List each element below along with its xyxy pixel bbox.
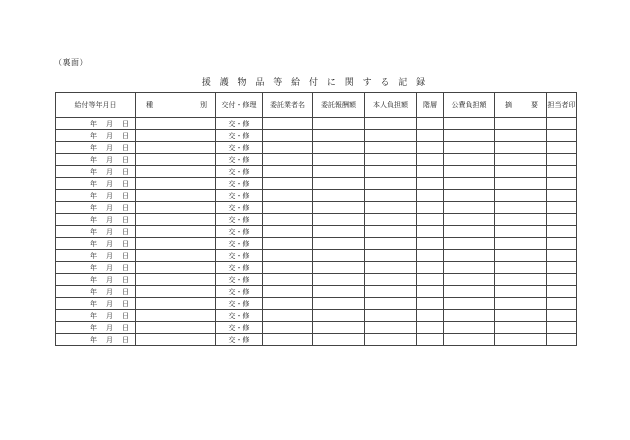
header-remarks [495, 93, 547, 118]
date-day-label: 日 [122, 299, 129, 308]
date-day-label: 日 [122, 191, 129, 200]
seal-cell[interactable] [547, 238, 577, 250]
seal-cell[interactable] [547, 178, 577, 190]
table-row [56, 118, 577, 130]
contractor-cell[interactable] [263, 262, 313, 274]
contractor-cell[interactable] [263, 154, 313, 166]
self-pay-cell[interactable] [365, 274, 417, 286]
self-pay-cell[interactable] [365, 226, 417, 238]
date-year-label: 年 [90, 323, 97, 332]
date-day-label: 日 [122, 179, 129, 188]
contractor-cell[interactable] [263, 166, 313, 178]
self-pay-cell[interactable] [365, 298, 417, 310]
contract-fee-cell[interactable] [313, 190, 365, 202]
issue-repair-cell[interactable]: 交・修 [216, 166, 263, 178]
issue-repair-cell[interactable]: 交・修 [216, 142, 263, 154]
contractor-cell[interactable] [263, 310, 313, 322]
kind-cell[interactable] [136, 178, 216, 190]
date-year-label: 年 [90, 239, 97, 248]
grade-cell[interactable] [417, 142, 444, 154]
kind-cell[interactable] [136, 142, 216, 154]
date-day-label: 日 [122, 239, 129, 248]
table-row [56, 250, 577, 262]
contract-fee-cell[interactable] [313, 142, 365, 154]
date-cell[interactable] [56, 130, 136, 142]
contract-fee-cell[interactable] [313, 214, 365, 226]
date-year-label: 年 [90, 275, 97, 284]
contractor-cell[interactable] [263, 298, 313, 310]
contract-fee-cell[interactable] [313, 298, 365, 310]
seal-cell[interactable] [547, 250, 577, 262]
kind-cell[interactable] [136, 190, 216, 202]
kind-cell[interactable] [136, 310, 216, 322]
self-pay-cell[interactable] [365, 142, 417, 154]
issue-repair-cell[interactable]: 交・修 [216, 214, 263, 226]
contractor-cell[interactable] [263, 118, 313, 130]
seal-cell[interactable] [547, 190, 577, 202]
seal-cell[interactable] [547, 310, 577, 322]
benefit-record-table [55, 92, 577, 346]
date-month-label: 月 [106, 227, 113, 236]
public-pay-cell[interactable] [444, 178, 495, 190]
issue-repair-cell[interactable]: 交・修 [216, 154, 263, 166]
date-day-label: 日 [122, 215, 129, 224]
contract-fee-cell[interactable] [313, 334, 365, 346]
self-pay-cell[interactable] [365, 130, 417, 142]
date-month-label: 月 [106, 287, 113, 296]
date-day-label: 日 [122, 335, 129, 344]
remarks-cell[interactable] [495, 214, 547, 226]
date-year-label: 年 [90, 263, 97, 272]
date-month-label: 月 [106, 335, 113, 344]
self-pay-cell[interactable] [365, 154, 417, 166]
public-pay-cell[interactable] [444, 166, 495, 178]
table-row [56, 178, 577, 190]
self-pay-cell[interactable] [365, 238, 417, 250]
table-row [56, 166, 577, 178]
table-row [56, 262, 577, 274]
date-month-label: 月 [106, 215, 113, 224]
kind-cell[interactable] [136, 154, 216, 166]
date-month-label: 月 [106, 263, 113, 272]
self-pay-cell[interactable] [365, 322, 417, 334]
table-row [56, 142, 577, 154]
public-pay-cell[interactable] [444, 154, 495, 166]
kind-cell[interactable] [136, 322, 216, 334]
contract-fee-cell[interactable] [313, 226, 365, 238]
date-cell[interactable] [56, 142, 136, 154]
date-month-label: 月 [106, 191, 113, 200]
table-row [56, 286, 577, 298]
header-contractor: 委託業者名 [263, 93, 313, 118]
seal-cell[interactable] [547, 226, 577, 238]
date-year-label: 年 [90, 299, 97, 308]
date-cell[interactable] [56, 226, 136, 238]
remarks-cell[interactable] [495, 118, 547, 130]
grade-cell[interactable] [417, 178, 444, 190]
contract-fee-cell[interactable] [313, 286, 365, 298]
remarks-cell[interactable] [495, 190, 547, 202]
grade-cell[interactable] [417, 262, 444, 274]
date-cell[interactable] [56, 310, 136, 322]
contract-fee-cell[interactable] [313, 166, 365, 178]
grade-cell[interactable] [417, 286, 444, 298]
self-pay-cell[interactable] [365, 214, 417, 226]
date-cell[interactable] [56, 262, 136, 274]
remarks-cell[interactable] [495, 286, 547, 298]
grade-cell[interactable] [417, 250, 444, 262]
seal-cell[interactable] [547, 262, 577, 274]
date-year-label: 年 [90, 179, 97, 188]
header-kind-left: 種 [146, 100, 153, 109]
table-row [56, 190, 577, 202]
header-issue-repair: 交付・修理 [216, 93, 263, 118]
issue-repair-cell[interactable]: 交・修 [216, 226, 263, 238]
date-year-label: 年 [90, 119, 97, 128]
date-month-label: 月 [106, 311, 113, 320]
date-cell[interactable] [56, 322, 136, 334]
date-cell[interactable] [56, 274, 136, 286]
self-pay-cell[interactable] [365, 190, 417, 202]
date-day-label: 日 [122, 155, 129, 164]
date-day-label: 日 [122, 167, 129, 176]
self-pay-cell[interactable] [365, 310, 417, 322]
header-self-pay: 本人負担額 [365, 93, 417, 118]
remarks-cell[interactable] [495, 238, 547, 250]
header-row [56, 93, 577, 118]
table-row [56, 154, 577, 166]
contract-fee-cell[interactable] [313, 250, 365, 262]
table-row [56, 214, 577, 226]
seal-cell[interactable] [547, 274, 577, 286]
date-cell[interactable] [56, 334, 136, 346]
header-date: 給付等年月日 [56, 93, 136, 118]
seal-cell[interactable] [547, 166, 577, 178]
table-row [56, 274, 577, 286]
seal-cell[interactable] [547, 286, 577, 298]
public-pay-cell[interactable] [444, 142, 495, 154]
self-pay-cell[interactable] [365, 334, 417, 346]
date-month-label: 月 [106, 203, 113, 212]
contract-fee-cell[interactable] [313, 118, 365, 130]
issue-repair-cell[interactable]: 交・修 [216, 250, 263, 262]
issue-repair-cell[interactable]: 交・修 [216, 322, 263, 334]
public-pay-cell[interactable] [444, 214, 495, 226]
remarks-cell[interactable] [495, 166, 547, 178]
date-year-label: 年 [90, 227, 97, 236]
date-day-label: 日 [122, 143, 129, 152]
issue-repair-cell[interactable]: 交・修 [216, 238, 263, 250]
grade-cell[interactable] [417, 202, 444, 214]
issue-repair-cell[interactable]: 交・修 [216, 118, 263, 130]
grade-cell[interactable] [417, 214, 444, 226]
kind-cell[interactable] [136, 226, 216, 238]
remarks-cell[interactable] [495, 130, 547, 142]
self-pay-cell[interactable] [365, 118, 417, 130]
date-month-label: 月 [106, 167, 113, 176]
date-day-label: 日 [122, 227, 129, 236]
date-year-label: 年 [90, 143, 97, 152]
public-pay-cell[interactable] [444, 250, 495, 262]
remarks-cell[interactable] [495, 322, 547, 334]
contract-fee-cell[interactable] [313, 178, 365, 190]
public-pay-cell[interactable] [444, 334, 495, 346]
kind-cell[interactable] [136, 286, 216, 298]
date-year-label: 年 [90, 203, 97, 212]
grade-cell[interactable] [417, 190, 444, 202]
contractor-cell[interactable] [263, 190, 313, 202]
contractor-cell[interactable] [263, 142, 313, 154]
public-pay-cell[interactable] [444, 286, 495, 298]
date-year-label: 年 [90, 311, 97, 320]
self-pay-cell[interactable] [365, 178, 417, 190]
date-day-label: 日 [122, 263, 129, 272]
public-pay-cell[interactable] [444, 118, 495, 130]
seal-cell[interactable] [547, 322, 577, 334]
remarks-cell[interactable] [495, 154, 547, 166]
grade-cell[interactable] [417, 298, 444, 310]
contract-fee-cell[interactable] [313, 322, 365, 334]
public-pay-cell[interactable] [444, 298, 495, 310]
date-cell[interactable] [56, 154, 136, 166]
remarks-cell[interactable] [495, 142, 547, 154]
date-year-label: 年 [90, 287, 97, 296]
date-day-label: 日 [122, 311, 129, 320]
date-cell[interactable] [56, 118, 136, 130]
contractor-cell[interactable] [263, 130, 313, 142]
remarks-cell[interactable] [495, 310, 547, 322]
date-year-label: 年 [90, 155, 97, 164]
date-year-label: 年 [90, 191, 97, 200]
date-day-label: 日 [122, 203, 129, 212]
contractor-cell[interactable] [263, 238, 313, 250]
date-day-label: 日 [122, 323, 129, 332]
remarks-cell[interactable] [495, 226, 547, 238]
grade-cell[interactable] [417, 130, 444, 142]
table-row [56, 322, 577, 334]
date-month-label: 月 [106, 299, 113, 308]
self-pay-cell[interactable] [365, 250, 417, 262]
kind-cell[interactable] [136, 298, 216, 310]
grade-cell[interactable] [417, 274, 444, 286]
kind-cell[interactable] [136, 334, 216, 346]
kind-cell[interactable] [136, 202, 216, 214]
date-cell[interactable] [56, 166, 136, 178]
record-body [56, 118, 577, 346]
kind-cell[interactable] [136, 214, 216, 226]
issue-repair-cell[interactable]: 交・修 [216, 130, 263, 142]
kind-cell[interactable] [136, 274, 216, 286]
date-year-label: 年 [90, 215, 97, 224]
issue-repair-cell[interactable]: 交・修 [216, 262, 263, 274]
header-kind [136, 93, 216, 118]
grade-cell[interactable] [417, 238, 444, 250]
self-pay-cell[interactable] [365, 166, 417, 178]
table-row [56, 310, 577, 322]
contractor-cell[interactable] [263, 274, 313, 286]
public-pay-cell[interactable] [444, 322, 495, 334]
date-cell[interactable] [56, 178, 136, 190]
issue-repair-cell[interactable]: 交・修 [216, 202, 263, 214]
contractor-cell[interactable] [263, 250, 313, 262]
remarks-cell[interactable] [495, 298, 547, 310]
date-day-label: 日 [122, 251, 129, 260]
reverse-side-label: （裏面） [54, 58, 88, 67]
date-cell[interactable] [56, 286, 136, 298]
table-row [56, 202, 577, 214]
kind-cell[interactable] [136, 166, 216, 178]
contractor-cell[interactable] [263, 226, 313, 238]
contract-fee-cell[interactable] [313, 310, 365, 322]
date-cell[interactable] [56, 202, 136, 214]
contract-fee-cell[interactable] [313, 202, 365, 214]
date-month-label: 月 [106, 239, 113, 248]
remarks-cell[interactable] [495, 262, 547, 274]
date-year-label: 年 [90, 167, 97, 176]
issue-repair-cell[interactable]: 交・修 [216, 298, 263, 310]
date-month-label: 月 [106, 275, 113, 284]
self-pay-cell[interactable] [365, 262, 417, 274]
grade-cell[interactable] [417, 310, 444, 322]
contractor-cell[interactable] [263, 286, 313, 298]
table-row [56, 298, 577, 310]
date-month-label: 月 [106, 179, 113, 188]
issue-repair-cell[interactable]: 交・修 [216, 274, 263, 286]
header-seal: 担当者印 [547, 93, 577, 118]
contractor-cell[interactable] [263, 334, 313, 346]
kind-cell[interactable] [136, 262, 216, 274]
seal-cell[interactable] [547, 214, 577, 226]
date-month-label: 月 [106, 323, 113, 332]
issue-repair-cell[interactable]: 交・修 [216, 286, 263, 298]
header-remarks-right: 要 [531, 100, 538, 109]
issue-repair-cell[interactable]: 交・修 [216, 334, 263, 346]
grade-cell[interactable] [417, 154, 444, 166]
seal-cell[interactable] [547, 130, 577, 142]
date-day-label: 日 [122, 119, 129, 128]
issue-repair-cell[interactable]: 交・修 [216, 190, 263, 202]
contract-fee-cell[interactable] [313, 154, 365, 166]
public-pay-cell[interactable] [444, 202, 495, 214]
contract-fee-cell[interactable] [313, 274, 365, 286]
grade-cell[interactable] [417, 166, 444, 178]
remarks-cell[interactable] [495, 202, 547, 214]
contractor-cell[interactable] [263, 214, 313, 226]
public-pay-cell[interactable] [444, 310, 495, 322]
date-month-label: 月 [106, 119, 113, 128]
kind-cell[interactable] [136, 130, 216, 142]
public-pay-cell[interactable] [444, 226, 495, 238]
date-month-label: 月 [106, 251, 113, 260]
date-cell[interactable] [56, 298, 136, 310]
date-month-label: 月 [106, 143, 113, 152]
header-grade: 階層 [417, 93, 444, 118]
self-pay-cell[interactable] [365, 202, 417, 214]
table-row [56, 130, 577, 142]
date-year-label: 年 [90, 335, 97, 344]
date-month-label: 月 [106, 131, 113, 140]
seal-cell[interactable] [547, 202, 577, 214]
header-public-pay: 公費負担額 [444, 93, 495, 118]
date-month-label: 月 [106, 155, 113, 164]
issue-repair-cell[interactable]: 交・修 [216, 178, 263, 190]
seal-cell[interactable] [547, 334, 577, 346]
seal-cell[interactable] [547, 154, 577, 166]
self-pay-cell[interactable] [365, 286, 417, 298]
kind-cell[interactable] [136, 238, 216, 250]
remarks-cell[interactable] [495, 334, 547, 346]
contractor-cell[interactable] [263, 322, 313, 334]
grade-cell[interactable] [417, 334, 444, 346]
grade-cell[interactable] [417, 118, 444, 130]
seal-cell[interactable] [547, 142, 577, 154]
header-kind-right: 別 [200, 100, 207, 109]
remarks-cell[interactable] [495, 250, 547, 262]
contractor-cell[interactable] [263, 178, 313, 190]
date-day-label: 日 [122, 287, 129, 296]
grade-cell[interactable] [417, 226, 444, 238]
public-pay-cell[interactable] [444, 238, 495, 250]
public-pay-cell[interactable] [444, 274, 495, 286]
date-cell[interactable] [56, 238, 136, 250]
date-year-label: 年 [90, 131, 97, 140]
date-cell[interactable] [56, 190, 136, 202]
contract-fee-cell[interactable] [313, 130, 365, 142]
table-row [56, 238, 577, 250]
kind-cell[interactable] [136, 118, 216, 130]
table-row [56, 226, 577, 238]
grade-cell[interactable] [417, 322, 444, 334]
date-year-label: 年 [90, 251, 97, 260]
contractor-cell[interactable] [263, 202, 313, 214]
date-cell[interactable] [56, 250, 136, 262]
date-day-label: 日 [122, 275, 129, 284]
public-pay-cell[interactable] [444, 190, 495, 202]
header-remarks-left: 摘 [505, 100, 512, 109]
header-contract-fee: 委託報酬額 [313, 93, 365, 118]
contract-fee-cell[interactable] [313, 262, 365, 274]
seal-cell[interactable] [547, 118, 577, 130]
remarks-cell[interactable] [495, 274, 547, 286]
contract-fee-cell[interactable] [313, 238, 365, 250]
table-row [56, 334, 577, 346]
public-pay-cell[interactable] [444, 262, 495, 274]
document-title: 援 護 物 品 等 給 付 に 関 す る 記 録 [201, 78, 429, 88]
date-cell[interactable] [56, 214, 136, 226]
seal-cell[interactable] [547, 298, 577, 310]
public-pay-cell[interactable] [444, 130, 495, 142]
date-day-label: 日 [122, 131, 129, 140]
kind-cell[interactable] [136, 250, 216, 262]
issue-repair-cell[interactable]: 交・修 [216, 310, 263, 322]
remarks-cell[interactable] [495, 178, 547, 190]
